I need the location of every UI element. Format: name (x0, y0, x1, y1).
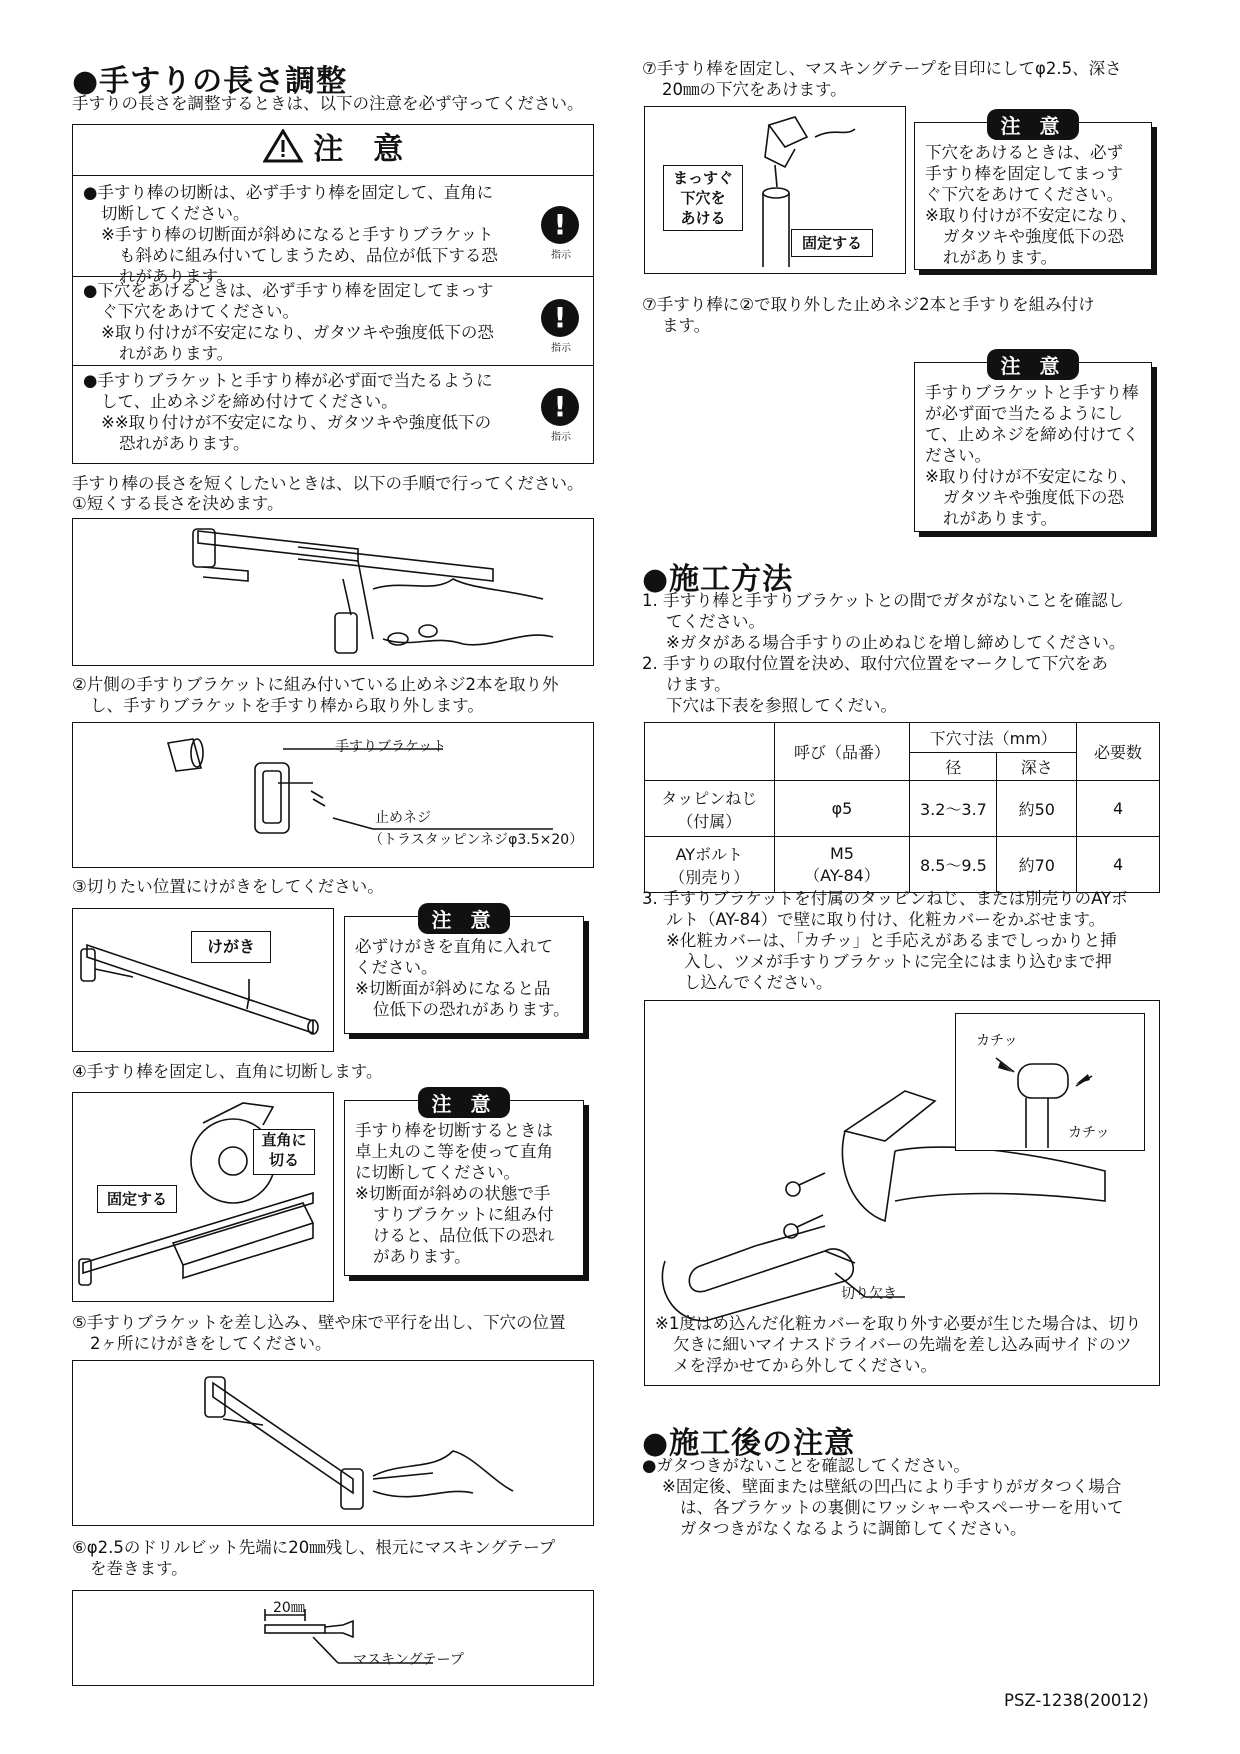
label-bracket: 手すりブラケット (335, 739, 447, 755)
caution-box-step7: 注 意 下穴をあけるときは、必ず 手すり棒を固定してまっす ぐ下穴をあけてください。 ※取り付けが不安定になり、 ガタツキや強度低下の恐 れがあります。 (914, 122, 1152, 270)
step-6b: を巻きます。 (90, 1559, 188, 1578)
caution-box-step4: 注 意 手すり棒を切断するときは 卓上丸のこ等を使って直角 に切断してください。 ※切断面が斜めの状態で手 すりブラケットに組み付 けると、品位低下の恐れ があります。 (344, 1100, 584, 1276)
step-2b: し、手すりブラケットを手すり棒から取り外します。 (90, 696, 484, 715)
figure-inset-click (955, 1013, 1145, 1151)
caution-table (72, 124, 594, 464)
method-2b: けます。 (666, 675, 731, 694)
after-2: ※固定後、壁面または壁紙の凹凸により手すりがガタつく場合 (662, 1477, 1122, 1496)
document-code: PSZ-1238(20012) (1004, 1691, 1149, 1710)
caution-label: 注 意 (987, 109, 1080, 140)
section-title-after: ●施工後の注意 (642, 1426, 856, 1461)
method-3e: し込んでください。 (684, 973, 833, 992)
mandatory-icon: ! 指示 (541, 388, 581, 443)
figure-step-2 (72, 722, 594, 868)
label-screw: 止めネジ (375, 810, 431, 826)
label-click-1: カチッ (976, 1033, 1018, 1049)
label-drill-straight: まっすぐ 下穴を あける (663, 165, 743, 231)
marking-illustration (73, 909, 331, 1049)
table-row: タッピンねじ （付属） φ5 3.2〜3.7 約50 4 (645, 781, 1160, 837)
label-cut-right-angle: 直角に 切る (253, 1129, 315, 1175)
caution-header: 注 意 (73, 125, 593, 176)
intro-text: 手すりの長さを調整するときは、以下の注意を必ず守ってください。 (72, 94, 584, 113)
method-1c: ※ガタがある場合手すりの止めねじを増し締めしてください。 (666, 633, 1126, 652)
figure-cover-install (644, 1000, 1160, 1386)
label-marking: けがき (191, 931, 271, 963)
caution-box-step8: 注 意 手すりブラケットと手すり棒 が必ず面で当たるようにし て、止めネジを締め付けてく ださい。 ※取り付けが不安定になり、 ガタツキや強度低下の恐 れがあります。 (914, 362, 1152, 532)
step-8b: ます。 (662, 316, 711, 335)
method-2a: 2. 手すりの取付位置を決め、取付穴位置をマークして下穴をあ (642, 654, 1108, 673)
step-5a: ⑤手すりブラケットを差し込み、壁や床で平行を出し、下穴の位置 (72, 1313, 566, 1332)
pilot-hole-table: 呼び（品番） 下穴寸法（mm） 必要数 径 深さ タッピンねじ （付属） φ5 3.2〜3.7 約50 4 AYボルト （別売り） M5 （AY-84） 8.5〜9.5 約70 4 (644, 722, 1160, 893)
note-2: 欠きに細いマイナスドライバーの先端を差し込み両サイドのツ (673, 1335, 1132, 1354)
drill-bit-illustration (73, 1591, 591, 1683)
bracket-mark-illustration (73, 1361, 591, 1523)
caution-row-1: ●手すり棒の切断は、必ず手すり棒を固定して、直角に 切断してください。 ※手すり棒の切断面が斜めになると手すりブラケット も斜めに組み付いてしまうため、品位が低下する恐 れがあります。 ! 指示 (73, 176, 593, 277)
method-3d: 入し、ツメが手すりブラケットに完全にはまり込むまで押 (684, 952, 1112, 971)
step-4: ④手すり棒を固定し、直角に切断します。 (72, 1062, 383, 1081)
after-4: ガタつきがなくなるように調節してください。 (680, 1519, 1027, 1538)
caution-row-3: ●手すりブラケットと手すり棒が必ず面で当たるように して、止めネジを締め付けてください。 ※※取り付けが不安定になり、ガタツキや強度低下の 恐れがあります。 ! 指示 (73, 366, 593, 462)
caution-label: 注 意 (418, 903, 511, 934)
step-1: ①短くする長さを決めます。 (72, 494, 284, 513)
step-6a: ⑥φ2.5のドリルビット先端に20㎜残し、根元にマスキングテープ (72, 1538, 556, 1557)
label-fix: 固定する (791, 229, 873, 257)
warning-triangle-icon (263, 132, 313, 167)
step-8a: ⑦手すり棒に②で取り外した止めネジ2本と手すりを組み付け (642, 295, 1095, 314)
step-5b: 2ヶ所にけがきをしてください。 (90, 1334, 332, 1353)
method-1a: 1. 手すり棒と手すりブラケットとの間でガタがないことを確認し (642, 591, 1125, 610)
figure-step-5 (72, 1360, 594, 1526)
after-3: は、各ブラケットの裏側にワッシャーやスペーサーを用いて (680, 1498, 1124, 1517)
table-row: AYボルト （別売り） M5 （AY-84） 8.5〜9.5 約70 4 (645, 837, 1160, 893)
step-3: ③切りたい位置にけがきをしてください。 (72, 877, 384, 896)
label-notch: 切り欠き (841, 1286, 897, 1302)
method-3c: ※化粧カバーは、「カチッ」と手応えがあるまでしっかりと挿 (666, 931, 1117, 950)
label-20mm: 20㎜ (273, 1600, 305, 1616)
method-3a: 3. 手すりブラケットを付属のタッピンねじ、または別売りのAYボ (642, 889, 1128, 908)
step-7a: ⑦手すり棒を固定し、マスキングテープを目印にしてφ2.5、深さ (642, 59, 1122, 78)
after-1: ●ガタつきがないことを確認してください。 (642, 1456, 970, 1475)
shorten-intro: 手すり棒の長さを短くしたいときは、以下の手順で行ってください。 (72, 474, 584, 493)
label-masking-tape: マスキングテープ (353, 1652, 464, 1668)
method-2c: 下穴は下表を参照してくだい。 (666, 696, 897, 715)
figure-step-6 (72, 1590, 594, 1686)
mandatory-icon: ! 指示 (541, 299, 581, 354)
figure-step-3 (72, 908, 334, 1052)
note-1: ※1度はめ込んだ化粧カバーを取り外す必要が生じた場合は、切り (655, 1314, 1142, 1333)
step-7b: 20㎜の下穴をあけます。 (662, 80, 847, 99)
figure-step-1 (72, 518, 594, 666)
caution-row-2: ●下穴をあけるときは、必ず手すり棒を固定してまっす ぐ下穴をあけてください。 ※取り付けが不安定になり、ガタツキや強度低下の恐 れがあります。 ! 指示 (73, 277, 593, 366)
figure-step-7 (644, 106, 906, 274)
label-fix: 固定する (97, 1185, 177, 1213)
note-3: メを浮かせてから外してください。 (673, 1356, 937, 1375)
label-click-2: カチッ (1068, 1125, 1110, 1141)
caution-label: 注 意 (418, 1087, 511, 1118)
method-3b: ルト（AY-84）で壁に取り付け、化粧カバーをかぶせます。 (666, 910, 1106, 929)
rail-measure-illustration (73, 519, 591, 663)
figure-step-4 (72, 1092, 334, 1302)
label-screw-spec: （トラスタッピンネジφ3.5×20） (369, 832, 584, 848)
step-2a: ②片側の手すりブラケットに組み付いている止めネジ2本を取り外 (72, 675, 559, 694)
method-1b: てください。 (666, 612, 765, 631)
section-title-length: ●手すりの長さ調整 (72, 64, 348, 99)
caution-label: 注 意 (987, 349, 1080, 380)
mandatory-icon: ! 指示 (541, 206, 581, 261)
caution-box-step3: 注 意 必ずけがきを直角に入れて ください。 ※切断面が斜めになると品 位低下の恐れがあります。 (344, 916, 584, 1034)
section-title-installation: ●施工方法 (642, 562, 794, 597)
